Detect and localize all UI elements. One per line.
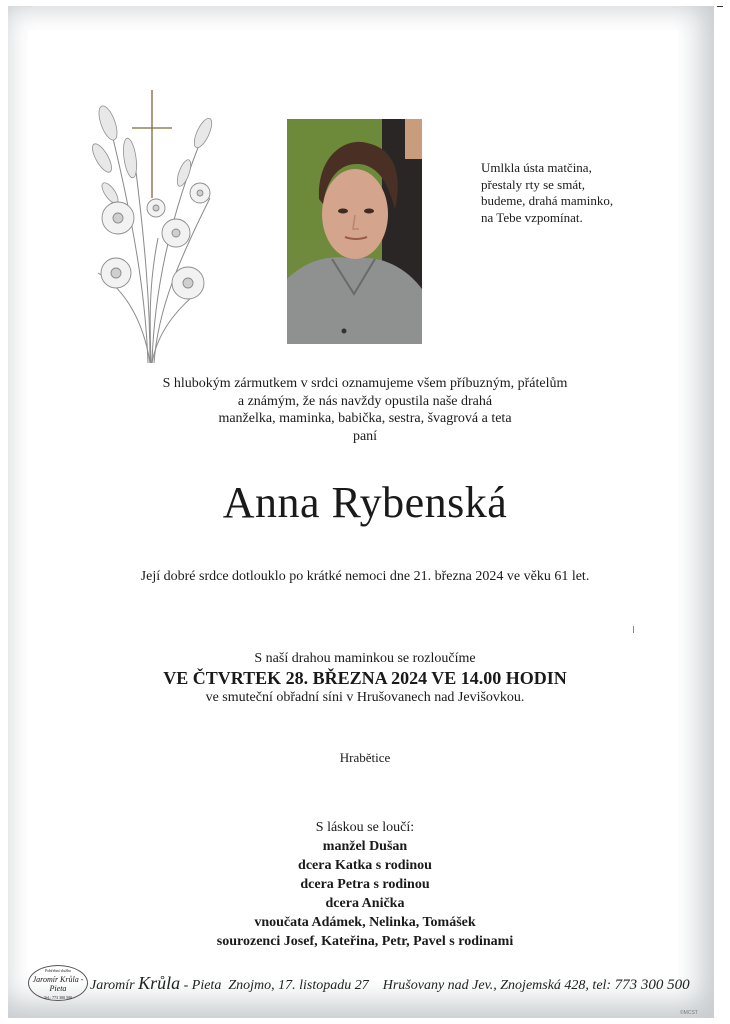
footer-owner: Jaromír <box>90 978 135 993</box>
town: Hrabětice <box>339 750 391 765</box>
scan-mark <box>633 626 634 633</box>
mourners <box>0 818 730 951</box>
scan-mark <box>717 6 723 7</box>
funeral-info <box>0 650 730 706</box>
footer-company: - Pieta <box>183 978 222 993</box>
announcement-line: paní <box>352 428 378 444</box>
verse-line: na Tebe vzpomínat. <box>481 209 583 225</box>
cross-and-flowers-icon <box>88 88 228 368</box>
verse <box>481 160 661 226</box>
mourner: dcera Katka s rodinou <box>298 858 432 873</box>
footer-phone: 773 300 500 <box>614 977 690 993</box>
watermark: ©MCST <box>680 1010 698 1016</box>
funeral-place: ve smuteční obřadní síni v Hrušovanech nad Jevišovkou. <box>205 690 525 705</box>
announcement-line: manželka, maminka, babička, sestra, švagrová a teta <box>218 411 512 426</box>
verse-line: budeme, drahá maminko, <box>481 193 614 208</box>
mourner: manžel Dušan <box>322 839 408 854</box>
deceased-name: Anna Rybenská <box>222 478 508 527</box>
mourner: dcera Anička <box>325 896 405 911</box>
logo-top-text: Pohřební služba <box>45 968 71 973</box>
mourners-heading: S láskou se loučí: <box>315 820 415 835</box>
footer <box>22 963 712 1003</box>
portrait-photo <box>287 119 422 344</box>
announcement <box>0 375 730 445</box>
footer-contact <box>90 973 690 994</box>
footer-address-znojmo: Znojmo, 17. listopadu 27 <box>228 978 369 993</box>
announcement-line: a známým, že nás navždy opustila naše drahá <box>237 393 493 409</box>
funeral-intro: S naší drahou maminkou se rozloučíme <box>254 651 476 666</box>
death-notice: Její dobré srdce dotlouklo po krátké nemoci dne 21. března 2024 ve věku 61 let. <box>140 569 590 584</box>
footer-address-hrusovany: Hrušovany nad Jev., Znojemská 428, tel: <box>382 978 612 993</box>
logo-bottom-text: Tel.: 773 300 500 <box>43 995 73 1000</box>
verse-line: Umlkla ústa matčina, <box>481 160 592 175</box>
verse-line: přestaly rty se smát, <box>481 176 585 192</box>
announcement-line: S hlubokým zármutkem v srdci oznamujeme všem příbuzným, přátelům <box>162 376 568 391</box>
funeral-datetime: VE ČTVRTEK 28. BŘEZNA 2024 VE 14.00 HODIN <box>163 668 567 688</box>
footer-brand: Krůla <box>138 973 181 993</box>
company-logo <box>28 965 88 1001</box>
mourner: dcera Petra s rodinou <box>300 877 430 892</box>
mourner: sourozenci Josef, Kateřina, Petr, Pavel s rodinami <box>216 934 514 949</box>
logo-middle-text: Jaromír Krůla - Pieta <box>32 975 84 993</box>
mourner: vnoučata Adámek, Nelinka, Tomášek <box>254 915 476 930</box>
